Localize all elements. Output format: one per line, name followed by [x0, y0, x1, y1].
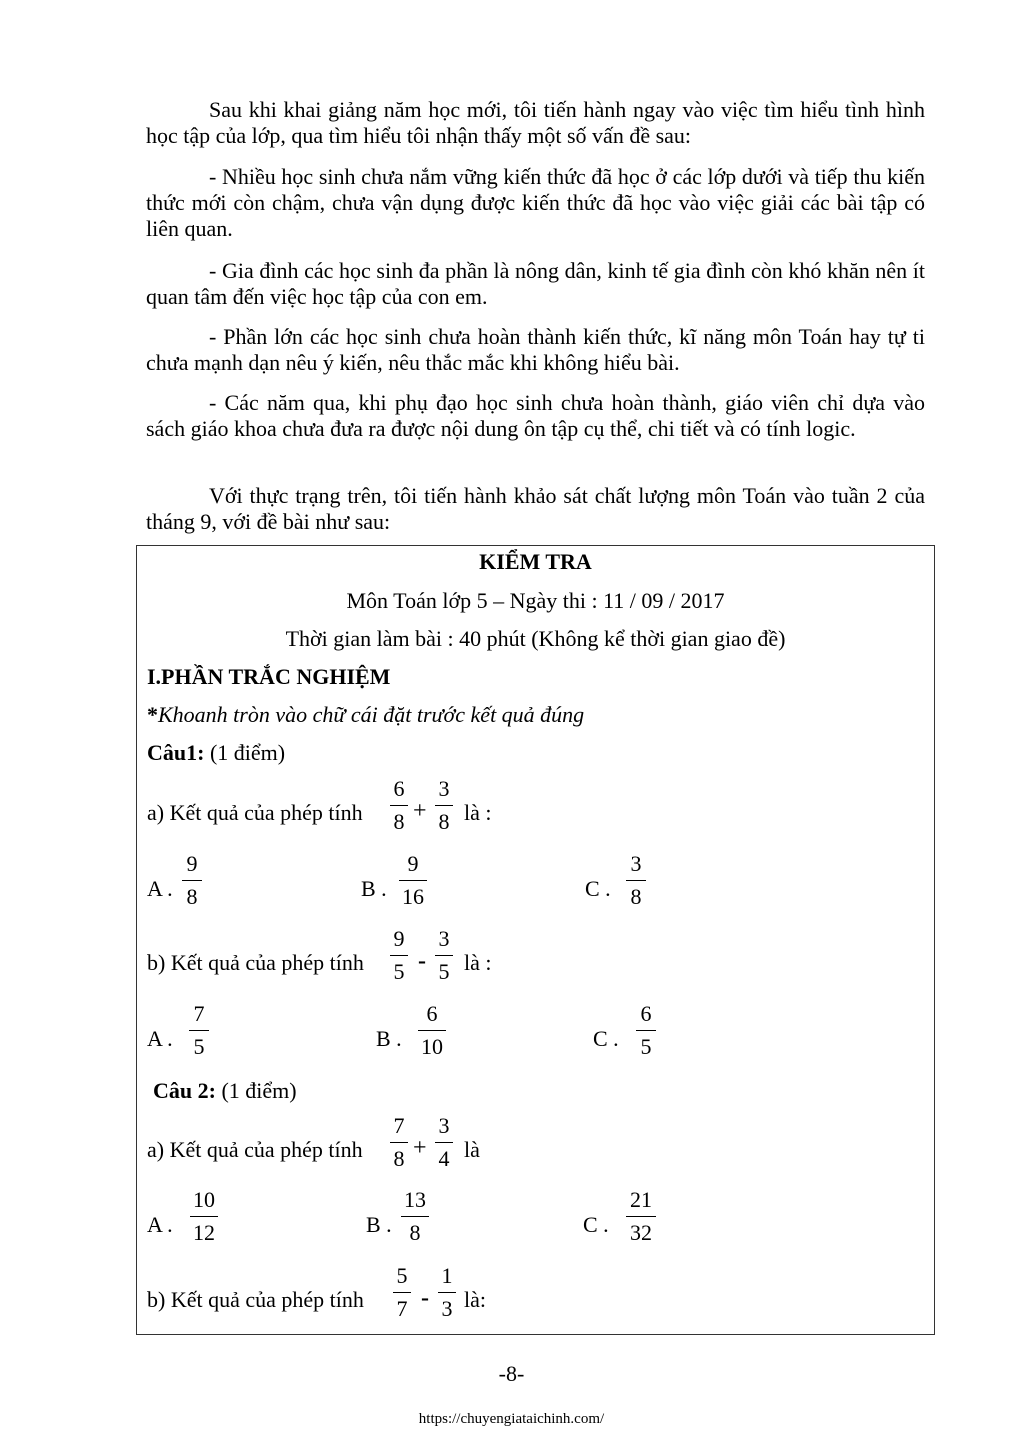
paragraph-intro: Sau khi khai giảng năm học mới, tôi tiến hành ngay vào việc tìm hiểu tình hình học tập của lớp, qua tìm hiểu tôi nhận thấy một số vấn đề sau: — [146, 97, 925, 148]
q1b-fraction-2 — [435, 928, 453, 983]
q2b-prompt: b) Kết quả của phép tính — [147, 1287, 364, 1312]
q2a-option-c-fraction — [626, 1189, 656, 1244]
q1a-f2-numerator: 3 — [438, 776, 450, 801]
q1b-option-c-letter: C . — [593, 1026, 619, 1051]
denominator: 4 — [438, 1146, 450, 1171]
numerator: 7 — [393, 1113, 405, 1138]
numerator: 9 — [393, 926, 405, 951]
q2b-fraction-1 — [393, 1265, 411, 1320]
denominator: 8 — [186, 884, 198, 909]
q1a-f1-denominator: 8 — [393, 809, 405, 834]
numerator: 6 — [426, 1001, 438, 1026]
q2a-option-a-fraction — [190, 1189, 218, 1244]
question-2-label: Câu 2: — [153, 1078, 216, 1103]
denominator: 8 — [409, 1220, 421, 1245]
q2a-fraction-1 — [390, 1115, 408, 1170]
q2b-operator: - — [421, 1285, 429, 1311]
paragraph-issue-4: - Các năm qua, khi phụ đạo học sinh chưa hoàn thành, giáo viên chỉ dựa vào sách giáo khoa chưa đưa ra được nội dung ôn tập cụ thể, chi tiết và có tính logic. — [146, 390, 925, 441]
q2b-fraction-2 — [438, 1265, 456, 1320]
exam-title: KIỂM TRA — [479, 549, 592, 574]
q1a-option-a-fraction — [182, 853, 202, 908]
paragraph-issue-2: - Gia đình các học sinh đa phần là nông dân, kinh tế gia đình còn khó khăn nên ít quan tâm đến việc học tập của con em. — [146, 258, 925, 309]
denominator: 5 — [393, 959, 405, 984]
question-1-points: (1 điểm) — [204, 740, 286, 765]
paragraph-issue-1: - Nhiều học sinh chưa nắm vững kiến thức đã học ở các lớp dưới và tiếp thu kiến thức mới còn chậm, chưa vận dụng được kiến thức đã học vào việc giải các bài tập có liên quan. — [146, 164, 925, 241]
q1a-operator: + — [413, 798, 427, 824]
numerator: 21 — [630, 1187, 652, 1212]
q1a-prompt: a) Kết quả của phép tính — [147, 800, 363, 825]
q1a-option-a-letter: A . — [147, 876, 173, 901]
instruction — [147, 702, 584, 728]
denominator: 10 — [421, 1034, 443, 1059]
paragraph-conclusion: Với thực trạng trên, tôi tiến hành khảo sát chất lượng môn Toán vào tuần 2 của tháng 9, với đề bài như sau: — [146, 483, 925, 534]
q2a-prompt: a) Kết quả của phép tính — [147, 1137, 363, 1162]
denominator: 16 — [402, 884, 424, 909]
denominator: 7 — [396, 1296, 408, 1321]
numerator: 6 — [640, 1001, 652, 1026]
denominator: 8 — [630, 884, 642, 909]
q1b-option-c-fraction — [636, 1003, 656, 1058]
exam-box — [136, 545, 935, 1335]
numerator: 7 — [193, 1001, 205, 1026]
section-heading: I.PHẦN TRẮC NGHIỆM — [147, 664, 391, 689]
instruction-star: * — [147, 702, 158, 727]
q1b-prompt: b) Kết quả của phép tính — [147, 950, 364, 975]
q2a-tail: là — [464, 1137, 480, 1162]
exam-subject-line: Môn Toán lớp 5 – Ngày thi : 11 / 09 / 2017 — [346, 588, 725, 613]
numerator: 3 — [438, 1113, 450, 1138]
q1b-option-a-fraction — [189, 1003, 209, 1058]
numerator: 3 — [630, 851, 642, 876]
question-1-label: Câu1: — [147, 740, 205, 765]
numerator: 9 — [186, 851, 198, 876]
denominator: 5 — [438, 959, 450, 984]
question-1-heading — [147, 740, 285, 766]
numerator: 3 — [438, 926, 450, 951]
q1a-fraction-2 — [435, 778, 453, 833]
exam-time-line: Thời gian làm bài : 40 phút (Không kể thời gian giao đề) — [285, 626, 786, 651]
q2a-option-b-fraction — [401, 1189, 429, 1244]
q1b-fraction-1 — [390, 928, 408, 983]
q1b-operator: - — [418, 948, 426, 974]
question-2-heading — [153, 1078, 297, 1104]
q1a-option-c-letter: C . — [585, 876, 611, 901]
q2a-option-b-letter: B . — [366, 1212, 392, 1237]
q1b-option-a-letter: A . — [147, 1026, 173, 1051]
instruction-text: Khoanh tròn vào chữ cái đặt trước kết quả đúng — [158, 702, 585, 727]
denominator: 32 — [630, 1220, 652, 1245]
q2a-fraction-2 — [435, 1115, 453, 1170]
q1a-option-b-letter: B . — [361, 876, 387, 901]
page-number: -8- — [498, 1361, 525, 1386]
q1b-option-b-fraction — [418, 1003, 446, 1058]
numerator: 10 — [193, 1187, 215, 1212]
q1a-tail: là : — [464, 800, 492, 825]
q2a-operator: + — [413, 1135, 427, 1161]
denominator: 5 — [640, 1034, 652, 1059]
denominator: 3 — [441, 1296, 453, 1321]
q1b-tail: là : — [464, 950, 492, 975]
q1b-option-b-letter: B . — [376, 1026, 402, 1051]
numerator: 5 — [396, 1263, 408, 1288]
q1a-fraction-1 — [390, 778, 408, 833]
q2a-option-a-letter: A . — [147, 1212, 173, 1237]
denominator: 12 — [193, 1220, 215, 1245]
q1a-f1-numerator: 6 — [393, 776, 405, 801]
numerator: 9 — [407, 851, 419, 876]
question-2-points: (1 điểm) — [215, 1078, 297, 1103]
denominator: 8 — [393, 1146, 405, 1171]
denominator: 5 — [193, 1034, 205, 1059]
footer-url: https://chuyengiataichinh.com/ — [418, 1411, 605, 1427]
q1a-option-c-fraction — [626, 853, 646, 908]
paragraph-issue-3: - Phần lớn các học sinh chưa hoàn thành kiến thức, kĩ năng môn Toán hay tự ti chưa mạnh dạn nêu ý kiến, nêu thắc mắc khi không hiểu bài. — [146, 324, 925, 375]
numerator: 13 — [404, 1187, 426, 1212]
q1a-f2-denominator: 8 — [438, 809, 450, 834]
q1a-option-b-fraction — [399, 853, 427, 908]
q2a-option-c-letter: C . — [583, 1212, 609, 1237]
numerator: 1 — [441, 1263, 453, 1288]
q2b-tail: là: — [464, 1287, 486, 1312]
